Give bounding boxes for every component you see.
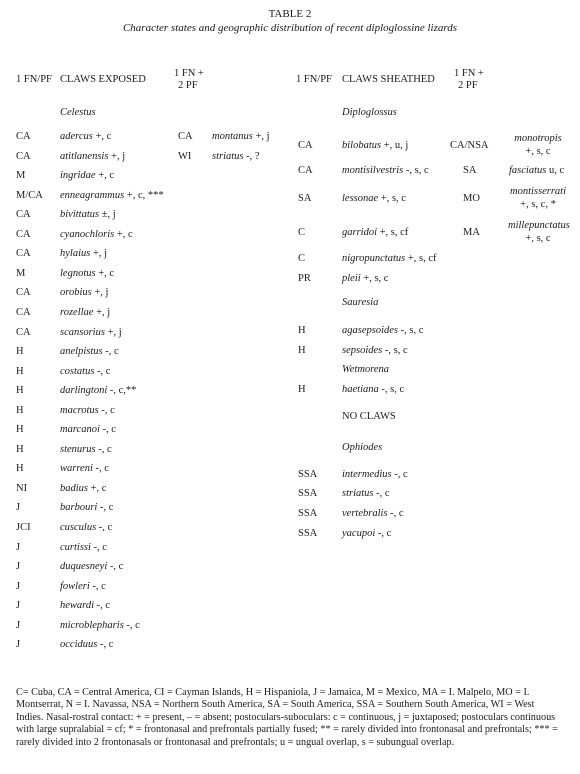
row-region: H: [16, 424, 24, 436]
character-states: -, c: [107, 561, 124, 573]
left-header-fnpf: 1 FN/PF: [16, 74, 52, 85]
species-entry: [212, 131, 270, 143]
right-header-claws: CLAWS SHEATHED: [342, 74, 435, 85]
character-states: -, c: [99, 424, 116, 436]
species-name: monotropis: [514, 133, 562, 144]
species-entry: [60, 229, 133, 241]
character-states: +, c: [92, 131, 112, 142]
character-states: ±, j: [99, 209, 116, 221]
character-states: +, u, j: [381, 140, 409, 151]
row-region: PR: [298, 273, 311, 284]
character-states: +, c: [114, 228, 133, 240]
species-name: atitlanensis: [60, 150, 109, 162]
character-states: -, c: [95, 443, 112, 455]
species-entry: [342, 227, 408, 239]
species-entry: [342, 469, 408, 481]
species-entry: [60, 209, 116, 221]
row-region: JCI: [16, 522, 31, 533]
right-header-pf-line2: 2 PF: [458, 80, 478, 91]
species-name: ingridae: [60, 170, 96, 182]
species-name: stenurus: [60, 443, 96, 455]
species-name: rozellae: [60, 306, 94, 318]
row-region: CA: [16, 150, 31, 162]
row-region: H: [298, 384, 306, 395]
character-states: +, j: [108, 150, 126, 162]
species-name: fowleri: [60, 580, 90, 592]
row-region: SSA: [298, 508, 318, 519]
species-name: darlingtoni: [60, 385, 108, 397]
character-states: -, c: [373, 488, 390, 499]
character-states: -, s, c: [403, 165, 429, 176]
species-entry: [60, 346, 119, 358]
row-region: WI: [178, 150, 192, 162]
species-name: fasciatus: [509, 165, 547, 176]
species-entry: [60, 483, 106, 495]
row-region: H: [16, 404, 24, 416]
right-header-fnpf: 1 FN/PF: [296, 74, 332, 85]
character-states: +, j: [91, 287, 109, 299]
species-name: curtissi: [60, 541, 91, 553]
species-name: barbouri: [60, 502, 98, 514]
row-region: H: [298, 325, 306, 336]
row-region: H: [298, 345, 306, 356]
character-states: -, c: [102, 346, 119, 358]
row-region: H: [16, 463, 24, 475]
character-states: -, c: [92, 463, 109, 475]
character-states: -, s, c: [382, 345, 408, 356]
character-states: -, c: [387, 508, 404, 519]
species-entry: [60, 502, 113, 514]
row-region: H: [16, 443, 24, 455]
species-entry: [60, 151, 125, 163]
genus-sauresia: Sauresia: [342, 297, 379, 308]
character-states: -, c: [98, 404, 115, 416]
character-states: +, s, cf: [377, 227, 409, 238]
species-entry: [342, 253, 437, 265]
row-region: J: [16, 502, 21, 514]
row-region: J: [16, 639, 21, 651]
row-region: SSA: [298, 488, 318, 499]
species-name: enneagrammus: [60, 189, 125, 201]
character-states: +, s, c: [525, 146, 551, 157]
character-states: -, c: [94, 600, 111, 612]
genus-ophiodes: Ophiodes: [342, 442, 383, 453]
row-region: SA: [463, 165, 477, 176]
row-region: SSA: [298, 528, 318, 539]
species-entry: [60, 542, 107, 554]
species-entry: [60, 600, 110, 612]
species-entry: [60, 268, 114, 280]
species-name: badius: [60, 482, 89, 494]
species-name: orobius: [60, 287, 92, 299]
character-states: -, c: [375, 528, 392, 539]
species-name: duquesneyi: [60, 561, 108, 573]
species-name: striatus: [212, 150, 244, 162]
species-entry: [342, 325, 423, 337]
species-name: vertebralis: [342, 508, 388, 519]
character-states: +, s, c: [378, 193, 406, 204]
species-entry: [60, 561, 123, 573]
row-region: CA: [16, 287, 31, 299]
species-entry: [342, 345, 408, 357]
species-name: haetiana: [342, 384, 379, 395]
species-entry: [60, 522, 112, 534]
character-states: -, c: [391, 469, 408, 480]
character-states: +, c, ***: [124, 189, 164, 201]
genus-wetmorena: Wetmorena: [342, 364, 390, 375]
row-region: SSA: [298, 469, 318, 480]
row-region: CA: [178, 131, 193, 142]
character-states: -, ?: [243, 150, 260, 162]
species-name: legnotus: [60, 267, 96, 279]
species-entry: [342, 193, 406, 205]
table-footnote: C= Cuba, CA = Central America, CI = Cayman Islands, H = Hispaniola, J = Jamaica, M = Mexico, MA = I. Malpelo, MO = I. Montserrat, N = I. Navassa, NSA = Northern South America, SA = South America, SSA = Southern South America, WI = West Indies. Nasal-rostral contact: + = present, – = absent; postoculars-suboculars: c = continuous, j = juxtaposed; postoculars continuous with large supralabial = cf; * = frontonasal and prefrontals partially fused; ** = rarely divided into frontonasal and prefrontals; *** = rarely divided into 2 frontonasals or frontonasal and prefrontals; u = ungual overlap, s = subungual overlap.: [16, 687, 558, 748]
character-states: -, c: [97, 502, 114, 514]
row-region: SA: [298, 193, 312, 204]
species-name: lessonae: [342, 193, 379, 204]
row-region: J: [16, 561, 21, 573]
species-name: hylaius: [60, 248, 91, 260]
species-name: costatus: [60, 365, 95, 377]
species-entry: [60, 366, 110, 378]
species-entry: [509, 165, 564, 177]
row-region: MA: [463, 227, 480, 238]
species-entry: [60, 190, 164, 202]
species-name: garridoi: [342, 227, 378, 238]
genus-celestus: Celestus: [60, 107, 96, 118]
species-name: striatus: [342, 488, 374, 499]
row-region: H: [16, 365, 24, 377]
species-name: montisilvestris: [342, 165, 404, 176]
species-entry: [60, 581, 106, 593]
species-name: hewardi: [60, 600, 95, 612]
row-region: CA/NSA: [450, 140, 489, 151]
species-name: sepsoides: [342, 345, 383, 356]
character-states: +, j: [90, 248, 108, 260]
character-states: +, c: [95, 170, 115, 182]
species-entry: [60, 639, 113, 651]
character-states: -, c: [89, 580, 106, 592]
row-region: M/CA: [16, 189, 43, 201]
species-entry: [60, 405, 115, 417]
species-entry: [342, 384, 404, 396]
character-states: -, c: [90, 541, 107, 553]
species-entry: [342, 165, 429, 177]
character-states: -, s, c: [398, 325, 424, 336]
row-region: H: [16, 385, 24, 397]
left-header-pf-line2: 2 PF: [178, 80, 198, 91]
species-entry: [60, 620, 140, 632]
species-entry: [212, 151, 260, 163]
species-entry: [60, 444, 112, 456]
species-entry: [342, 273, 388, 285]
species-name: yacupoi: [342, 528, 376, 539]
species-name: marcanoi: [60, 424, 100, 436]
character-states: -, c,**: [107, 385, 137, 397]
row-region: C: [298, 253, 306, 264]
species-entry: [60, 248, 107, 260]
species-name: bilobatus: [342, 140, 382, 151]
no-claws-heading: NO CLAWS: [342, 411, 396, 422]
species-name: adercus: [60, 131, 93, 142]
species-entry: [342, 488, 390, 500]
species-entry: [342, 508, 404, 520]
row-region: CA: [298, 165, 313, 176]
species-entry: [60, 385, 136, 397]
row-region: MO: [463, 193, 480, 204]
character-states: +, j: [252, 131, 270, 142]
character-states: +, s, cf: [405, 253, 437, 264]
row-region: J: [16, 600, 21, 612]
row-region: CA: [16, 209, 31, 221]
character-states: -, c: [96, 522, 113, 533]
left-header-pf-line1: 1 FN +: [174, 68, 204, 79]
species-name: macrotus: [60, 404, 99, 416]
row-region: CA: [298, 140, 313, 151]
species-name: bivittatus: [60, 209, 100, 221]
species-entry: [60, 307, 110, 319]
right-header-pf-line1: 1 FN +: [454, 68, 484, 79]
species-name: cyanochloris: [60, 228, 115, 240]
species-name: cusculus: [60, 522, 97, 533]
row-region: M: [16, 170, 26, 182]
species-entry: [60, 424, 116, 436]
species-entry: [60, 170, 114, 182]
row-region: J: [16, 619, 21, 631]
species-entry: [60, 327, 122, 339]
character-states: +, j: [93, 306, 111, 318]
row-region: CA: [16, 306, 31, 318]
row-region: J: [16, 541, 21, 553]
character-states: +, c: [88, 482, 107, 494]
species-entry: [342, 528, 391, 540]
species-entry: [60, 463, 109, 475]
species-name: scansorius: [60, 326, 105, 338]
character-states: +, j: [104, 326, 122, 338]
character-states: +, s, c, *: [520, 199, 556, 210]
species-name: warreni: [60, 463, 93, 475]
species-name: montisserrati: [509, 186, 566, 197]
row-region: CA: [16, 248, 31, 260]
left-header-claws: CLAWS EXPOSED: [60, 74, 146, 85]
row-region: CA: [16, 326, 31, 338]
species-name: intermedius: [342, 469, 392, 480]
character-states: +, s, c: [525, 233, 551, 244]
character-states: -, c: [123, 619, 140, 631]
table-caption: Character states and geographic distribution of recent diploglossine lizards: [122, 22, 458, 34]
row-region: CA: [16, 228, 31, 240]
species-entry: [342, 140, 408, 152]
row-region: J: [16, 580, 21, 592]
row-region: CA: [16, 131, 31, 142]
table-title: TABLE 2: [268, 8, 312, 20]
species-entry: [60, 131, 111, 143]
row-region: H: [16, 346, 24, 358]
species-entry: [60, 287, 108, 299]
row-region: M: [16, 267, 26, 279]
genus-diploglossus: Diploglossus: [342, 107, 397, 118]
species-name: nigropunctatus: [342, 253, 406, 264]
species-name: occiduus: [60, 639, 98, 651]
character-states: -, s, c: [378, 384, 405, 395]
species-name: microblepharis: [60, 619, 124, 631]
species-name: montanus: [212, 131, 253, 142]
character-states: +, s, c: [360, 273, 389, 284]
character-states: +, c: [95, 267, 115, 279]
character-states: -, c: [94, 365, 111, 377]
row-region: NI: [16, 482, 28, 494]
row-region: C: [298, 227, 306, 238]
species-name: agasepsoides: [342, 325, 398, 336]
species-name: anelpistus: [60, 346, 103, 358]
character-states: -, c: [97, 639, 114, 651]
character-states: u, c: [546, 165, 565, 176]
species-name: pleii: [342, 273, 361, 284]
species-name: millepunctatus: [508, 220, 570, 231]
